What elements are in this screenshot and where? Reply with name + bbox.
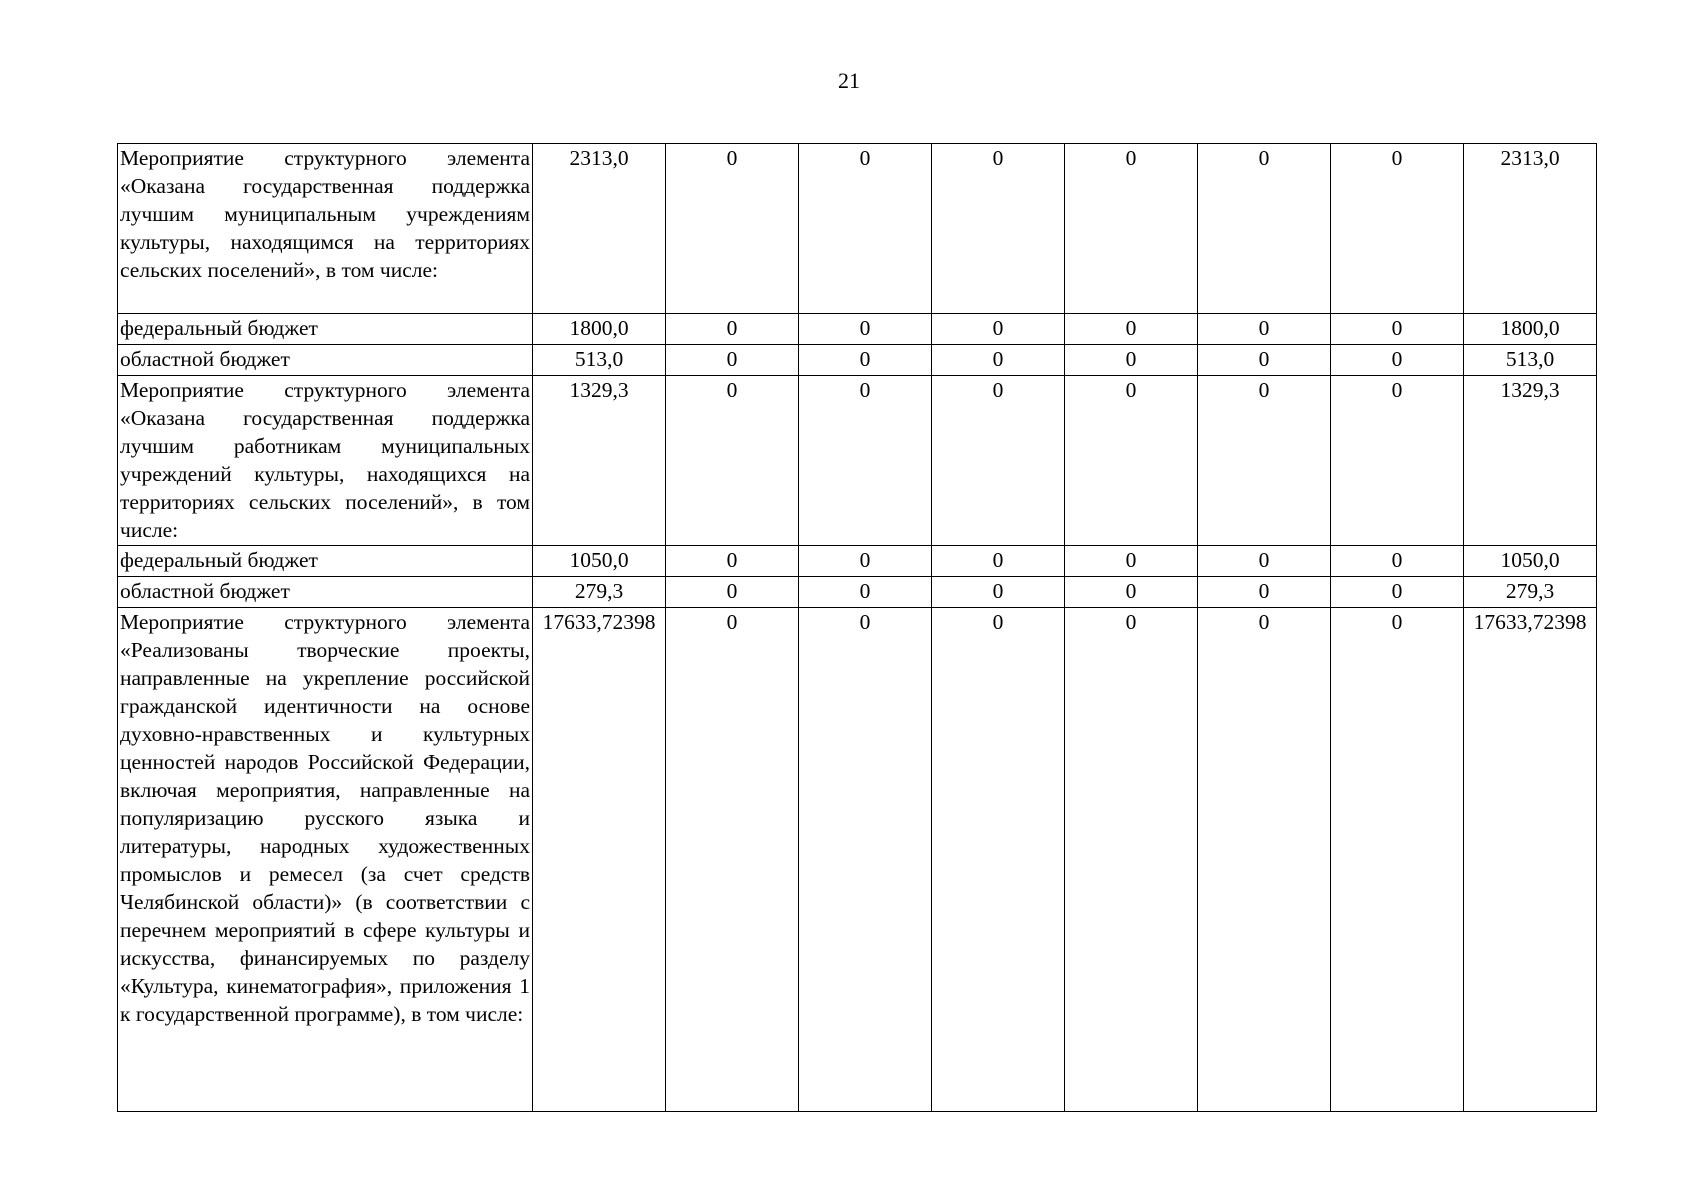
value-cell: 0 [666,546,799,577]
value-cell: 0 [932,144,1065,314]
value-cell: 0 [1198,608,1331,1112]
value-cell: 0 [666,608,799,1112]
value-cell: 1329,3 [533,376,666,546]
value-cell: 0 [1331,144,1464,314]
value-cell: 0 [799,345,932,376]
value-cell: 17633,72398 [533,608,666,1112]
value-cell: 0 [932,314,1065,345]
table-row [118,314,1597,345]
table-row [118,546,1597,577]
value-cell: 0 [1331,314,1464,345]
value-cell: 0 [932,577,1065,608]
value-cell: 0 [932,376,1065,546]
value-cell: 0 [1065,345,1198,376]
value-cell: 279,3 [533,577,666,608]
total-cell: 17633,72398 [1464,608,1597,1112]
value-cell: 1800,0 [533,314,666,345]
value-cell: 0 [1065,314,1198,345]
value-cell: 0 [799,314,932,345]
value-cell: 0 [1331,376,1464,546]
value-cell: 0 [1198,577,1331,608]
row-description: областной бюджет [118,577,533,608]
value-cell: 0 [666,577,799,608]
value-cell: 0 [799,577,932,608]
value-cell: 0 [1065,577,1198,608]
row-description: федеральный бюджет [118,546,533,577]
table-row [118,608,1597,1112]
table-row [118,577,1597,608]
row-description: Мероприятие структурного элемента «Реализованы творческие проекты, направленные на укрепление российской гражданской идентичности на основе духовно-нравственных и культурных ценностей народов Российской Федерации, включая мероприятия, направленные на популяризацию русского языка и литературы, народных художественных промыслов и ремесел (за счет средств Челябинской области)» (в соответствии с перечнем мероприятий в сфере культуры и искусства, финансируемых по разделу «Культура, кинематография», приложения 1 к государственной программе), в том числе: [118,608,533,1112]
total-cell: 513,0 [1464,345,1597,376]
total-cell: 2313,0 [1464,144,1597,314]
table-row [118,345,1597,376]
table-row [118,376,1597,546]
total-cell: 1800,0 [1464,314,1597,345]
row-description: Мероприятие структурного элемента «Оказана государственная поддержка лучшим муниципальным учреждениям культуры, находящимся на территориях сельских поселений», в том числе: [118,144,533,314]
row-description: областной бюджет [118,345,533,376]
value-cell: 2313,0 [533,144,666,314]
value-cell: 0 [799,376,932,546]
value-cell: 0 [1331,546,1464,577]
value-cell: 0 [1065,546,1198,577]
value-cell: 513,0 [533,345,666,376]
value-cell: 0 [1065,376,1198,546]
value-cell: 0 [1198,345,1331,376]
value-cell: 0 [1198,376,1331,546]
row-description: федеральный бюджет [118,314,533,345]
total-cell: 279,3 [1464,577,1597,608]
value-cell: 0 [799,546,932,577]
value-cell: 0 [932,546,1065,577]
value-cell: 0 [666,376,799,546]
value-cell: 0 [1065,608,1198,1112]
table-row [118,144,1597,314]
page-number: 21 [838,68,860,93]
value-cell: 0 [1331,608,1464,1112]
value-cell: 0 [666,345,799,376]
value-cell: 0 [1065,144,1198,314]
value-cell: 0 [1198,546,1331,577]
value-cell: 0 [932,345,1065,376]
value-cell: 0 [666,314,799,345]
value-cell: 0 [799,608,932,1112]
value-cell: 0 [1198,314,1331,345]
budget-table [117,143,1597,1112]
total-cell: 1329,3 [1464,376,1597,546]
value-cell: 0 [799,144,932,314]
row-description: Мероприятие структурного элемента «Оказана государственная поддержка лучшим работникам муниципальных учреждений культуры, находящихся на территориях сельских поселений», в том числе: [118,376,533,546]
value-cell: 0 [1331,577,1464,608]
value-cell: 1050,0 [533,546,666,577]
value-cell: 0 [666,144,799,314]
value-cell: 0 [1331,345,1464,376]
total-cell: 1050,0 [1464,546,1597,577]
value-cell: 0 [932,608,1065,1112]
value-cell: 0 [1198,144,1331,314]
